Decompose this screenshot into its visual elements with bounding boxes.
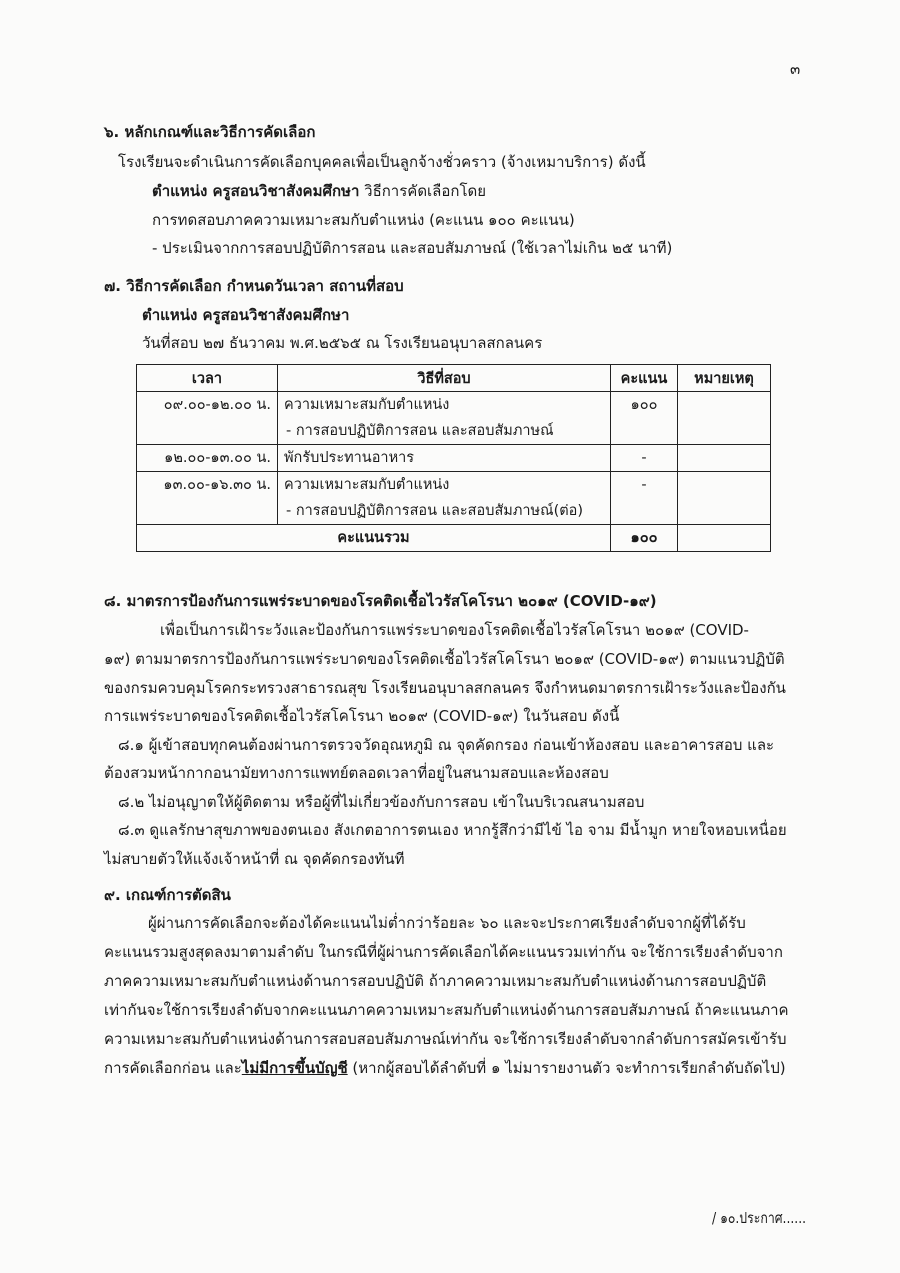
section9-line3: ภาคความเหมาะสมกับตำแหน่งด้านการสอบปฏิบัติ ถ้าภาคความเหมาะสมกับตำแหน่งด้านการสอบปฏิบัติ	[104, 972, 767, 990]
table-row	[137, 445, 771, 472]
section9-line2: คะแนนรวมสูงสุดลงมาตามลำดับ ในกรณีที่ผู้ผ่านการคัดเลือกได้คะแนนรวมเท่ากัน จะใช้การเรียงลำดับจาก	[104, 943, 783, 961]
section9-line4: เท่ากันจะใช้การเรียงลำดับจากคะแนนภาคความเหมาะสมกับตำแหน่งด้านการสอบสัมภาษณ์ ถ้าคะแนนภาค	[104, 1001, 789, 1019]
section8-para-line3: ของกรมควบคุมโรคกระทรวงสาธารณสุข โรงเรียนอนุบาลสกลนคร จึงกำหนดมาตรการเฝ้าระวังและป้องกัน	[104, 679, 786, 697]
row-score: -	[641, 477, 647, 493]
row-method-line1: ความเหมาะสมกับตำแหน่ง	[284, 477, 450, 493]
row-method-line1: พักรับประทานอาหาร	[284, 450, 415, 466]
section8-para-line1: เพื่อเป็นการเฝ้าระวังและป้องกันการแพร่ระบาดของโรคติดเชื้อไวรัสโคโรนา ๒๐๑๙ (COVID-	[160, 621, 749, 639]
section7-position-label: ตำแหน่ง ครูสอนวิชาสังคมศึกษา	[142, 306, 350, 324]
section9-line6-end: (หากผู้สอบได้ลำดับที่ ๑ ไม่มารายงานตัว จะทำการเรียกลำดับถัดไป)	[347, 1059, 786, 1077]
section9-line5: ความเหมาะสมกับตำแหน่งด้านการสอบสอบสัมภาษณ์เท่ากัน จะใช้การเรียงลำดับจากลำดับการสมัครเข้ารับ	[104, 1030, 787, 1048]
section8-para-line2: ๑๙) ตามมาตรการป้องกันการแพร่ระบาดของโรคติดเชื้อไวรัสโคโรนา ๒๐๑๙ (COVID-๑๙) ตามแนวปฏิบัติ	[104, 650, 785, 668]
section6-position-line	[152, 181, 486, 201]
column-header-method: วิธีที่สอบ	[278, 365, 611, 392]
section6-heading: ๖. หลักเกณฑ์และวิธีการคัดเลือก	[104, 123, 316, 141]
row-time: ๑๓.๐๐-๑๖.๓๐ น.	[163, 477, 271, 493]
section6-line4: - ประเมินจากการสอบปฏิบัติการสอน และสอบสัมภาษณ์ (ใช้เวลาไม่เกิน ๒๕ นาที)	[152, 239, 673, 257]
section8-heading: ๘. มาตรการป้องกันการแพร่ระบาดของโรคติดเชื้อไวรัสโคโรนา ๒๐๑๙ (COVID-๑๙)	[104, 592, 657, 610]
row-note	[684, 472, 764, 498]
table-row	[137, 392, 771, 445]
section8-item2: ๘.๒ ไม่อนุญาตให้ผู้ติดตาม หรือผู้ที่ไม่เกี่ยวข้องกับการสอบ เข้าในบริเวณสนามสอบ	[118, 793, 645, 811]
section8-item3-line2: ไม่สบายตัวให้แจ้งเจ้าหน้าที่ ณ จุดคัดกรองทันที	[104, 850, 405, 868]
row-method-line2: - การสอบปฏิบัติการสอน และสอบสัมภาษณ์	[286, 423, 554, 439]
column-header-note: หมายเหตุ	[678, 365, 771, 392]
section8-item1-line1: ๘.๑ ผู้เข้าสอบทุกคนต้องผ่านการตรวจวัดอุณหภูมิ ณ จุดคัดกรอง ก่อนเข้าห้องสอบ และอาคารสอบ และ	[118, 736, 775, 754]
section8-item3-line1: ๘.๓ ดูแลรักษาสุขภาพของตนเอง สังเกตอาการตนเอง หากรู้สึกว่ามีไข้ ไอ จาม มีน้ำมูก หายใจหอบเหนื่อย	[118, 821, 787, 839]
column-header-score: คะแนน	[611, 365, 678, 392]
section6-line3: การทดสอบภาคความเหมาะสมกับตำแหน่ง (คะแนน ๑๐๐ คะแนน)	[152, 211, 575, 229]
column-header-time: เวลา	[137, 365, 278, 392]
section6-position-label: ตำแหน่ง ครูสอนวิชาสังคมศึกษา	[152, 182, 360, 200]
page-number: ๓	[790, 60, 801, 78]
section8-para-line4: การแพร่ระบาดของโรคติดเชื้อไวรัสโคโรนา ๒๐๑๙ (COVID-๑๙) ในวันสอบ ดังนี้	[104, 707, 620, 725]
section6-position-rest: วิธีการคัดเลือกโดย	[359, 182, 487, 200]
table-total-row	[137, 525, 771, 552]
row-time: ๑๒.๐๐-๑๓.๐๐ น.	[164, 450, 271, 466]
table-header-row	[137, 365, 771, 392]
section8-item1-line2: ต้องสวมหน้ากากอนามัยทางการแพทย์ตลอดเวลาที่อยู่ในสนามสอบและห้องสอบ	[104, 764, 609, 782]
row-score: ๑๐๐	[630, 397, 658, 413]
exam-schedule-table	[136, 364, 771, 552]
total-score: ๑๐๐	[611, 525, 678, 552]
row-note	[684, 392, 764, 418]
row-time: ๐๙.๐๐-๑๒.๐๐ น.	[163, 397, 271, 413]
section6-line1: โรงเรียนจะดำเนินการคัดเลือกบุคคลเพื่อเป็นลูกจ้างชั่วคราว (จ้างเหมาบริการ) ดังนี้	[118, 153, 646, 171]
total-note	[678, 525, 771, 552]
total-label: คะแนนรวม	[137, 525, 611, 552]
row-score: -	[641, 450, 647, 466]
no-list-registration-text: ไม่มีการขึ้นบัญชี	[241, 1059, 348, 1077]
section9-line6	[104, 1058, 786, 1078]
row-note	[684, 445, 764, 471]
row-method-line1: ความเหมาะสมกับตำแหน่ง	[284, 397, 450, 413]
continuation-footer: / ๑๐.ประกาศ......	[712, 1209, 807, 1227]
section9-heading: ๙. เกณฑ์การตัดสิน	[104, 886, 231, 904]
section7-heading: ๗. วิธีการคัดเลือก กำหนดวันเวลา สถานที่สอบ	[104, 277, 404, 295]
exam-date: วันที่สอบ ๒๗ ธันวาคม พ.ศ.๒๕๖๕ ณ โรงเรียนอนุบาลสกลนคร	[142, 334, 543, 352]
row-method-line2: - การสอบปฏิบัติการสอน และสอบสัมภาษณ์(ต่อ)	[286, 503, 584, 519]
section9-line1: ผู้ผ่านการคัดเลือกจะต้องได้คะแนนไม่ต่ำกว่าร้อยละ ๖๐ และจะประกาศเรียงลำดับจากผู้ที่ได้รับ	[148, 914, 746, 932]
table-row	[137, 472, 771, 525]
section9-line6-start: การคัดเลือกก่อน และ	[104, 1059, 242, 1077]
